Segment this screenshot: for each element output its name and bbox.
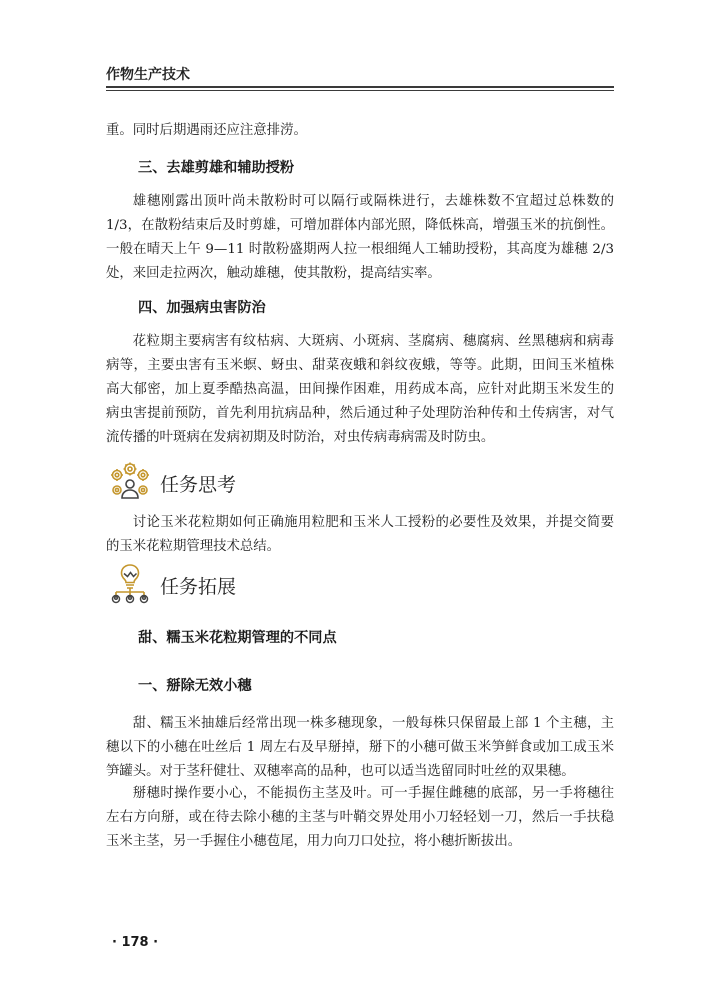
gears-person-icon (106, 460, 154, 506)
paragraph-detasseling: 雄穗刚露出顶叶尚未散粉时可以隔行或隔株进行，去雄株数不宜超过总株数的1/3，在散粉结束后及时剪雄，可增加群体内部光照，降低株高，增强玉米的抗倒性。一般在晴天上午 9—11 时散粉盛期两人拉一根细绳人工辅助授粉，其高度为雄穗 2/3 处，来回走拉两次，触动雄穗，使其散粉，提高结实率。 (106, 194, 614, 281)
paragraph-pest-control: 花粒期主要病害有纹枯病、大斑病、小斑病、茎腐病、穗腐病、丝黑穗病和病毒病等，主要虫害有玉米螟、蚜虫、甜菜夜蛾和斜纹夜蛾，等等。此期，田间玉米植株高大郁密，加上夏季酷热高温，田间操作困难，用药成本高，应针对此期玉米发生的病虫害提前预防，首先利用抗病品种，然后通过种子处理防治种传和土传病害，对气流传播的叶斑病在发病初期及时防治，对虫传病毒病需及时防虫。 (106, 334, 614, 445)
task-think-header (106, 460, 236, 506)
paragraph-remove-ears: 甜、糯玉米抽雄后经常出现一株多穗现象，一般每株只保留最上部 1 个主穗，主穗以下的小穗在吐丝后 1 周左右及早掰掉，掰下的小穗可做玉米笋鲜食或加工成玉米笋罐头。对于茎秆健壮、双穗率高的品种，也可以适当选留同时吐丝的双果穗。 (106, 716, 614, 779)
task-extend-header (106, 562, 236, 608)
header-title: 作物生产技术 (106, 67, 190, 83)
heading-pest-control: 四、加强病虫害防治 (138, 300, 266, 316)
heading-remove-ears: 一、掰除无效小穗 (138, 678, 252, 694)
task-think-title: 任务思考 (160, 473, 237, 496)
paragraph-snapping-method: 掰穗时操作要小心，不能损伤主茎及叶。可一手握住雌穗的底部，另一手将穗往左右方向掰，或在待去除小穗的主茎与叶鞘交界处用小刀轻轻划一刀，然后一手扶稳玉米主茎，另一手握住小穗苞尾，用力向刀口处拉，将小穗折断拔出。 (106, 786, 614, 849)
heading-detasseling: 三、去雄剪雄和辅助授粉 (138, 160, 295, 176)
task-extend-title: 任务拓展 (160, 575, 237, 598)
header-rule-thin (106, 90, 614, 91)
page-number: · 178 · (112, 935, 159, 950)
task-extend-subtitle: 甜、糯玉米花粒期管理的不同点 (138, 630, 337, 646)
header-rule-thick (106, 86, 614, 88)
task-think-text: 讨论玉米花粒期如何正确施用粒肥和玉米人工授粉的必要性及效果，并提交简要的玉米花粒期管理技术总结。 (106, 515, 614, 554)
lightbulb-network-icon (106, 562, 154, 608)
paragraph-continuation: 重。同时后期遇雨还应注意排涝。 (106, 123, 307, 138)
